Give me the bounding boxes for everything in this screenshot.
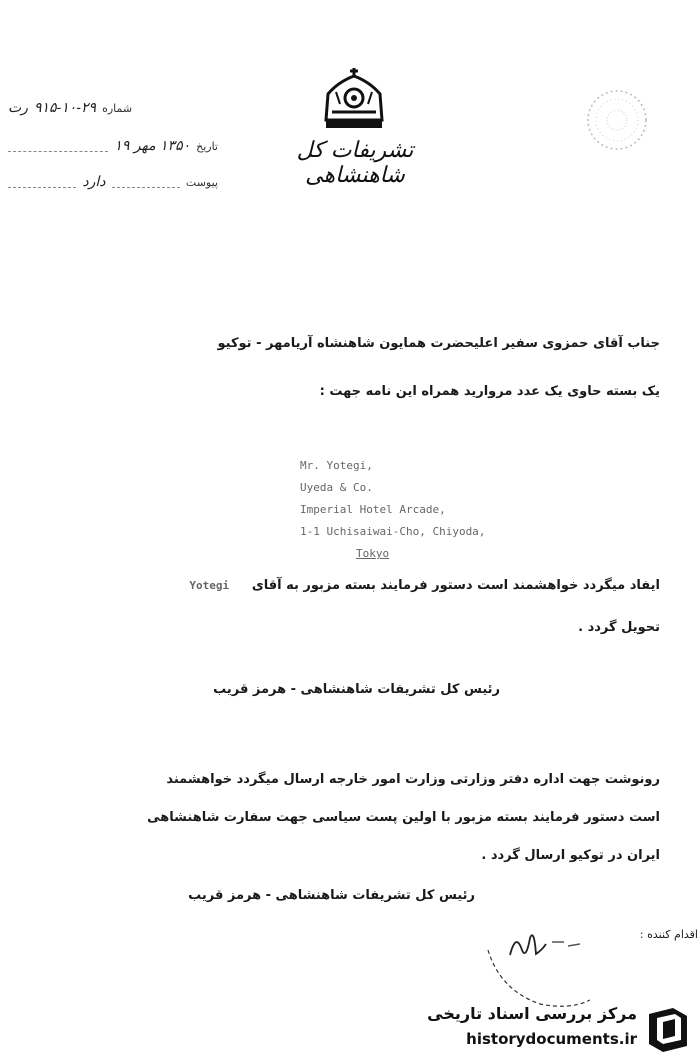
attachment-underline-2 (8, 177, 76, 188)
signature-line-1: رئیس کل تشریفات شاهنشاهی - هرمز قریب (213, 682, 500, 697)
recipient-address (300, 455, 550, 565)
archive-watermark (412, 1002, 697, 1057)
number-value: ۹۱۵-۱۰-۲۹ (33, 100, 97, 116)
copy-line-2: است دستور فرمایند بسته مزبور با اولین پست سیاسی جهت سفارت شاهنشاهی (147, 810, 660, 825)
recipient-name: Yotegi (189, 579, 230, 592)
court-title: تشریفات کل شاهنشاهی (296, 138, 414, 188)
date-value: ۱۳۵۰ مهر ۱۹ (114, 138, 191, 154)
archive-logo-icon (643, 1004, 693, 1054)
crown-icon (318, 68, 390, 132)
request-text: ایفاد میگردد خواهشمند است دستور فرمایند بسته مزبور به آقای (251, 578, 660, 593)
action-by-label: اقدام کننده : (639, 928, 698, 941)
attachment-line (8, 170, 218, 194)
attachment-underline (112, 177, 180, 188)
number-line (8, 96, 218, 120)
date-line (8, 134, 218, 158)
address-line: 1-1 Uchisaiwai-Cho, Chiyoda, (300, 525, 486, 538)
number-label: شماره (102, 101, 133, 115)
number-suffix: رت (8, 100, 28, 116)
address-line: Mr. Yotegi, (300, 459, 373, 472)
signature-line-2: رئیس کل تشریفات شاهنشاهی - هرمز قریب (188, 888, 475, 903)
request-line (40, 576, 660, 596)
handwritten-signature (480, 920, 605, 1010)
seal-stamp-icon (585, 88, 649, 152)
address-line (300, 543, 550, 565)
salutation: جناب آقای حمزوی سفیر اعلیحضرت همایون شاهنشاه آریامهر - توکیو (217, 336, 660, 351)
address-line: Uyeda & Co. (300, 481, 373, 494)
address-city: Tokyo (356, 547, 390, 560)
copy-line-1: رونوشت جهت اداره دفتر وزارتی وزارت امور خارجه ارسال میگردد خواهشمند (166, 772, 660, 787)
date-underline (8, 141, 108, 152)
archive-name: مرکز بررسی اسناد تاریخی (427, 1004, 637, 1023)
date-label: تاریخ (196, 139, 218, 153)
request-end: تحویل گردد . (578, 620, 660, 635)
attachment-value: دارد (82, 174, 106, 190)
intro-line: یک بسته حاوی یک عدد مروارید همراه این نامه جهت : (319, 384, 660, 399)
archive-website: historydocuments.ir (466, 1030, 637, 1048)
address-line: Imperial Hotel Arcade, (300, 503, 446, 516)
copy-line-3: ایران در توکیو ارسال گردد . (481, 848, 660, 863)
attachment-label: پیوست (185, 175, 218, 189)
